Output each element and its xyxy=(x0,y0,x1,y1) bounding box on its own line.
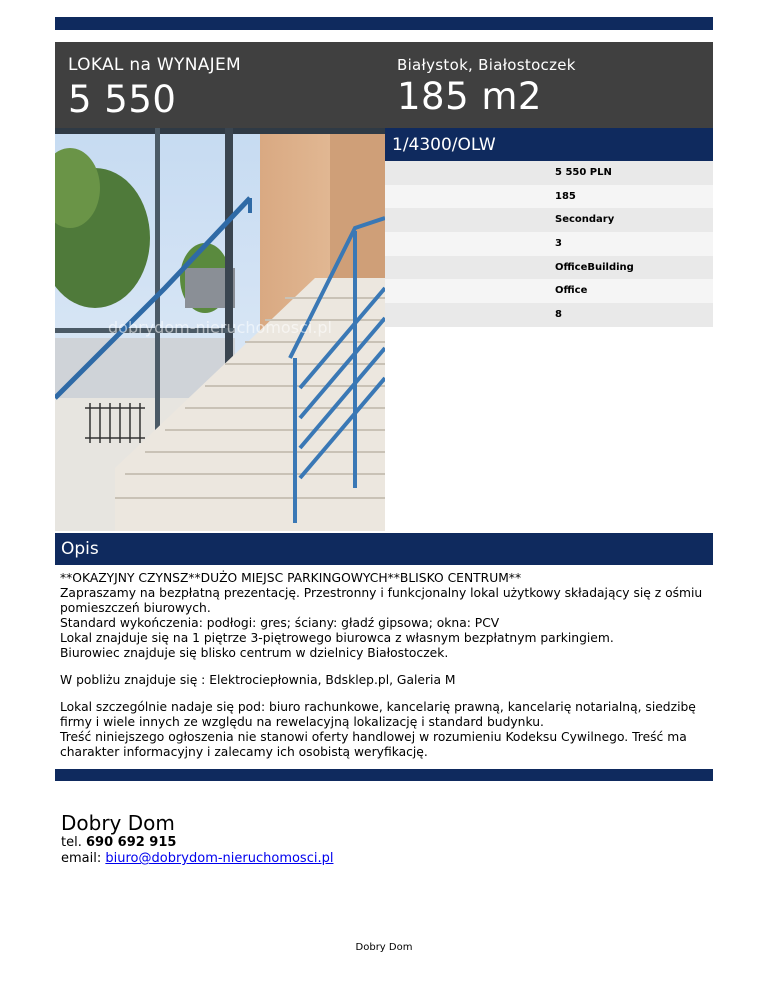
listing-location: Białystok, Białostoczek xyxy=(397,56,576,74)
phone-line xyxy=(61,835,333,851)
staircase-photo xyxy=(55,128,385,531)
listing-price: 5 550 xyxy=(68,78,177,121)
header-right xyxy=(397,55,576,119)
phone-label: tel. xyxy=(61,835,82,850)
email-line xyxy=(61,851,333,867)
listing-header xyxy=(55,42,713,128)
detail-value: OfficeBuilding xyxy=(555,261,634,273)
listing-type: LOKAL na WYNAJEM xyxy=(68,55,241,75)
detail-value: Secondary xyxy=(555,214,615,226)
photo-watermark: dobrydom-nieruchomosci.pl xyxy=(108,318,332,337)
top-accent-bar xyxy=(55,17,713,30)
bottom-accent-bar xyxy=(55,769,713,781)
description-heading-bar xyxy=(55,533,713,565)
detail-row-rooms xyxy=(385,303,713,327)
description-heading: Opis xyxy=(61,539,99,559)
detail-value: 5 550 PLN xyxy=(555,167,612,178)
email-label: email: xyxy=(61,851,102,866)
listing-area: 185 m2 xyxy=(397,75,542,118)
detail-value: 185 xyxy=(555,190,576,202)
details-table xyxy=(385,161,713,327)
detail-row-price xyxy=(385,161,713,185)
agency-name: Dobry Dom xyxy=(61,811,175,835)
page-footer: Dobry Dom xyxy=(355,942,413,953)
description-text xyxy=(60,571,710,772)
description-paragraph: W pobliżu znajduje się : Elektrociepłownia, Bdsklep.pl, Galeria M xyxy=(60,673,456,687)
detail-row-property-type xyxy=(385,279,713,303)
reference-bar xyxy=(385,128,713,161)
detail-row-area xyxy=(385,185,713,209)
description-paragraph: **OKAZYJNY CZYNSZ**DUŻO MIEJSC PARKINGOWYCH**BLISKO CENTRUM** Zapraszamy na bezpłatną prezentację. Przestronny i funkcjonalny lokal użytkowy składający się z ośmiu pomieszczeń biurowych. Standard wykończenia: podłogi: gres; ściany: gładź gipsowa; okna: PCV Lokal znajduje się na 1 piętrze 3-piętrowego biurowca z własnym bezpłatnym parkingiem. Biurowiec znajduje się blisko centrum w dzielnicy Białostoczek. xyxy=(60,571,703,660)
contact-block xyxy=(61,811,333,867)
listing-reference: 1/4300/OLW xyxy=(392,135,496,155)
detail-value: Office xyxy=(555,285,588,297)
detail-value: 3 xyxy=(555,238,562,250)
detail-row-market xyxy=(385,208,713,232)
header-left xyxy=(68,55,241,122)
listing-photo xyxy=(55,128,385,531)
detail-row-floors xyxy=(385,232,713,256)
detail-value: 8 xyxy=(555,309,562,321)
email-link[interactable]: biuro@dobrydom-nieruchomosci.pl xyxy=(105,851,334,866)
detail-row-building-type xyxy=(385,256,713,280)
phone-number: 690 692 915 xyxy=(85,835,177,850)
description-paragraph: Lokal szczególnie nadaje się pod: biuro rachunkowe, kancelarię prawną, kancelarię notarialną, siedzibę firmy i wiele innych ze względu na rewelacyjną lokalizację i standard budynku. Treść niniejszego ogłoszenia nie stanowi oferty handlowej w rozumieniu Kodeksu Cywilnego. Treść ma charakter informacyjny i zalecamy ich osobistą weryfikację. xyxy=(60,700,696,759)
